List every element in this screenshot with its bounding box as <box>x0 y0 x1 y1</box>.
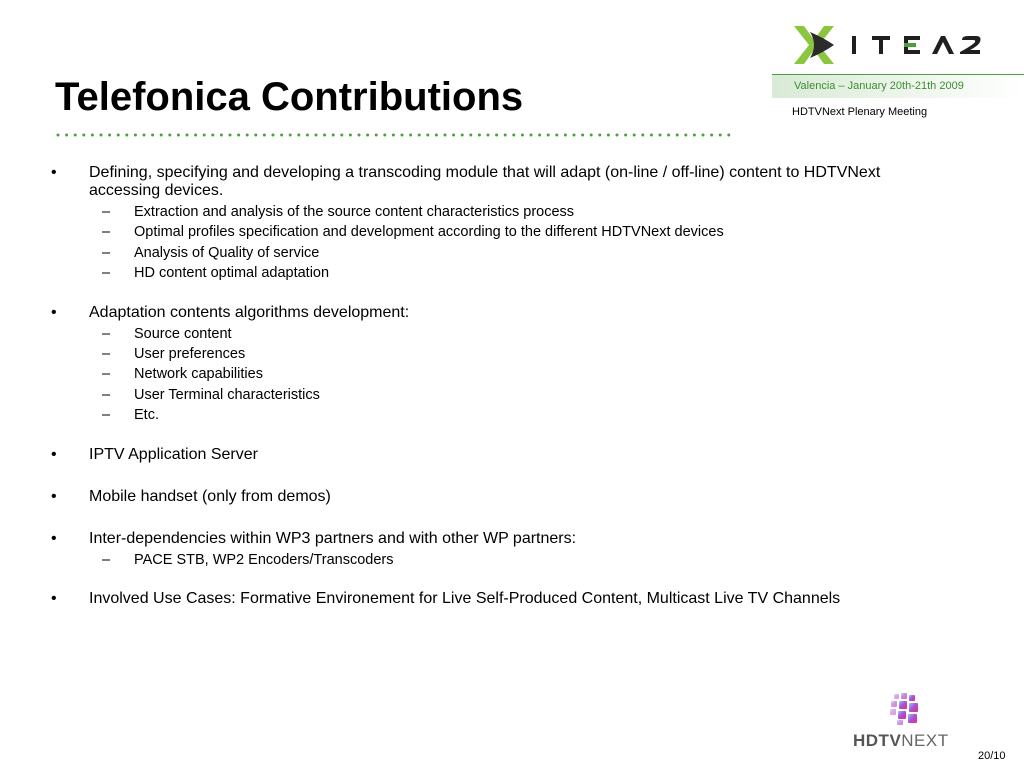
bullet-text: Involved Use Cases: Formative Environement for Live Self-Produced Content, Multicast Live TV Channels <box>89 590 841 608</box>
sub-item <box>48 550 948 570</box>
hdtvnext-logo-bold: HDTV <box>853 731 902 750</box>
bullet-marker: • <box>51 487 57 505</box>
sub-marker: – <box>102 386 111 403</box>
sub-text: Optimal profiles specification and development according to the different HDTVNext devices <box>134 224 724 241</box>
sub-item <box>48 344 948 364</box>
sub-marker: – <box>102 204 111 220</box>
sub-text: HD content optimal adaptation <box>134 265 330 282</box>
sub-marker: – <box>102 366 111 383</box>
meeting-band-line <box>772 74 1024 75</box>
bullet-text: Defining, specifying and developing a transcoding module that will adapt (on-line / off-line) content to HDTVNext accessing devices. <box>89 164 881 199</box>
sub-marker: – <box>102 224 111 241</box>
bullet-text: Inter-dependencies within WP3 partners and with other WP partners: <box>89 529 577 547</box>
sub-text: Extraction and analysis of the source content characteristics process <box>134 204 575 220</box>
bullet-item <box>48 530 948 548</box>
itea2-logo <box>790 22 990 68</box>
sub-item <box>48 202 948 222</box>
sub-text: User Terminal characteristics <box>134 386 320 403</box>
sub-text: Etc. <box>134 407 159 424</box>
sub-marker: – <box>102 265 111 282</box>
bullet-text: Mobile handset (only from demos) <box>89 487 331 505</box>
bullet-marker: • <box>51 529 57 547</box>
bullet-text: Adaptation contents algorithms development: <box>89 303 410 321</box>
bullet-item <box>48 488 948 506</box>
bullet-marker: • <box>51 445 57 463</box>
sub-marker: – <box>102 346 111 363</box>
bullet-text: IPTV Application Server <box>89 445 258 463</box>
sub-marker: – <box>102 325 111 342</box>
hdtvnext-logo <box>853 731 949 751</box>
sub-item <box>48 263 948 283</box>
sub-text: Analysis of Quality of service <box>134 244 320 261</box>
bullet-item <box>48 590 948 608</box>
sub-item <box>48 324 948 344</box>
slide-title: Telefonica Contributions <box>55 75 524 119</box>
meeting-date: Valencia – January 20th-21th 2009 <box>794 80 964 92</box>
page-number: 20/10 <box>978 750 1006 762</box>
sub-marker: – <box>102 551 111 568</box>
bullet-item <box>48 304 948 322</box>
sub-item <box>48 385 948 405</box>
hdtvnext-logo-light: NEXT <box>901 731 949 750</box>
bullet-marker: • <box>51 590 57 608</box>
sub-marker: – <box>102 244 111 261</box>
sub-text: Network capabilities <box>134 366 263 383</box>
sub-item <box>48 364 948 384</box>
sub-item <box>48 222 948 242</box>
meeting-name: HDTVNext Plenary Meeting <box>792 106 928 118</box>
sub-text: Source content <box>134 325 232 342</box>
bullet-item <box>48 446 948 464</box>
title-dotted-divider <box>56 130 738 140</box>
sub-text: User preferences <box>134 346 246 363</box>
sub-item <box>48 243 948 263</box>
sub-item <box>48 405 948 425</box>
sub-text: PACE STB, WP2 Encoders/Transcoders <box>134 551 394 568</box>
bullet-item <box>48 164 948 200</box>
bullet-marker: • <box>51 164 57 181</box>
sub-marker: – <box>102 407 111 424</box>
bullet-marker: • <box>51 303 57 321</box>
hdtvnext-icon <box>888 692 922 726</box>
slide-content <box>48 164 948 608</box>
